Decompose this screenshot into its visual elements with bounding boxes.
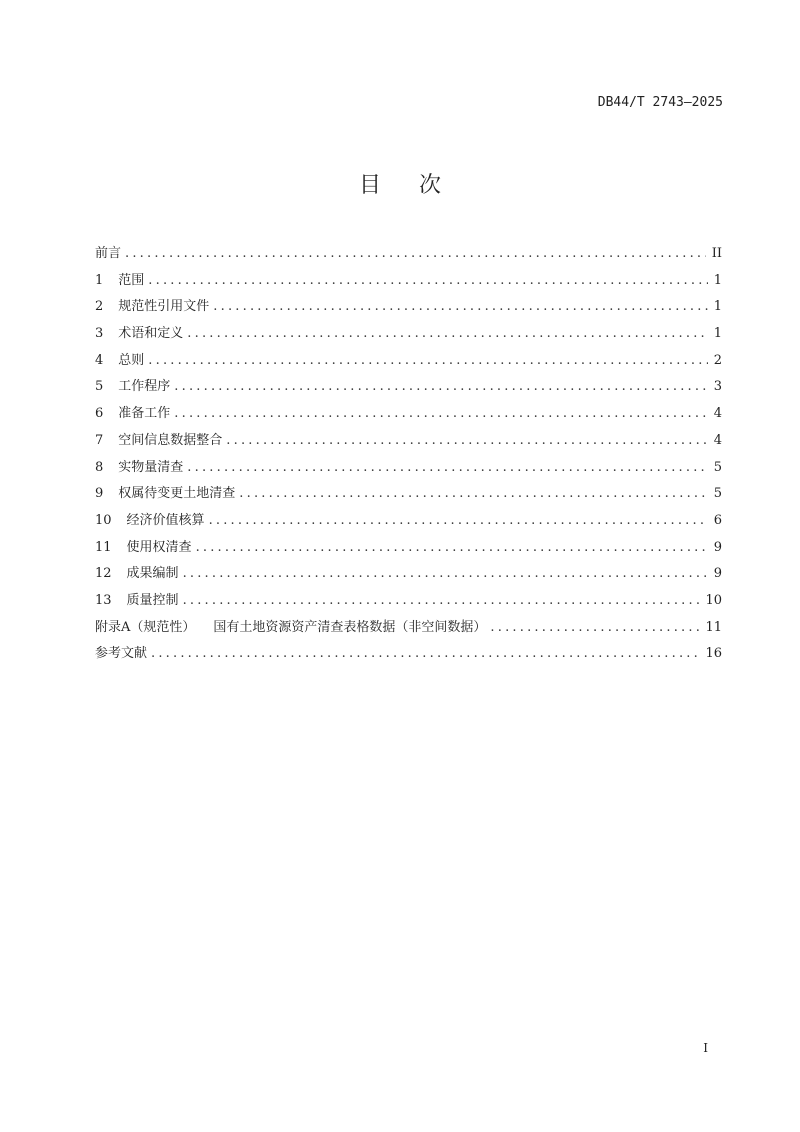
toc-entry-number: 9 (95, 486, 104, 502)
toc-entry-title: 工作程序 (118, 379, 171, 395)
dot-leader (187, 460, 707, 475)
dot-leader (183, 593, 700, 608)
toc-entry-page: 1 (713, 326, 722, 342)
footer-page-number: I (703, 1041, 708, 1055)
toc-entry-title: 空间信息数据整合 (118, 432, 223, 448)
toc-entry-page: 1 (713, 272, 722, 288)
toc-entry[interactable] (95, 616, 722, 643)
toc-entry-title: 术语和定义 (118, 326, 184, 342)
table-of-contents (95, 242, 722, 669)
toc-entry-title: 规范性引用文件 (118, 299, 210, 315)
toc-entry-number: 3 (95, 326, 104, 342)
toc-entry-number: 10 (95, 512, 112, 528)
toc-entry-page: 16 (705, 646, 722, 662)
toc-entry-page: 10 (705, 592, 722, 608)
toc-entry[interactable] (95, 375, 722, 402)
toc-entry-page: II (711, 246, 722, 261)
toc-entry-title: 参考文献 (95, 646, 148, 662)
toc-entry-number: 11 (95, 539, 112, 555)
toc-entry[interactable] (95, 429, 722, 456)
dot-leader (151, 646, 699, 661)
toc-entry-title: 权属待变更土地清查 (118, 486, 236, 502)
dot-leader (490, 620, 699, 635)
toc-entry[interactable] (95, 642, 722, 669)
dot-leader (148, 273, 707, 288)
toc-entry-title: 总则 (118, 352, 145, 368)
toc-entry[interactable] (95, 536, 722, 563)
toc-entry[interactable] (95, 269, 722, 296)
standard-code: DB44/T 2743—2025 (597, 95, 723, 110)
dot-leader (125, 246, 706, 261)
toc-entry-page: 4 (713, 406, 722, 422)
toc-entry-title: 实物量清查 (118, 459, 184, 475)
toc-entry-number: 8 (95, 459, 104, 475)
toc-entry[interactable] (95, 482, 722, 509)
toc-entry-page: 5 (713, 459, 722, 475)
dot-leader (213, 299, 707, 314)
toc-entry-page: 11 (705, 619, 722, 635)
toc-entry-title: 使用权清查 (126, 539, 192, 555)
toc-entry-number: 6 (95, 406, 104, 422)
dot-leader (183, 566, 708, 581)
dot-leader (239, 486, 707, 501)
toc-entry[interactable] (95, 295, 722, 322)
toc-entry[interactable] (95, 242, 722, 269)
toc-entry-page: 9 (713, 566, 722, 582)
toc-entry-title: 前言 (95, 246, 122, 261)
toc-entry-number: 12 (95, 566, 112, 582)
toc-entry-number: 13 (95, 592, 112, 608)
toc-entry-number: 附录A（规范性） (95, 619, 196, 635)
toc-entry[interactable] (95, 402, 722, 429)
dot-leader (209, 513, 708, 528)
toc-entry-number: 1 (95, 272, 104, 288)
toc-entry-number: 5 (95, 379, 104, 395)
toc-entry-page: 6 (713, 512, 722, 528)
toc-entry-page: 1 (713, 299, 722, 315)
dot-leader (174, 379, 707, 394)
toc-entry-page: 2 (713, 352, 722, 368)
toc-entry-number: 7 (95, 432, 104, 448)
toc-entry-title: 准备工作 (118, 406, 171, 422)
toc-entry[interactable] (95, 562, 722, 589)
toc-entry[interactable] (95, 509, 722, 536)
toc-entry[interactable] (95, 322, 722, 349)
toc-entry[interactable] (95, 589, 722, 616)
toc-entry-title: 范围 (118, 272, 145, 288)
toc-entry-page: 5 (713, 486, 722, 502)
page-title: 目次 (358, 173, 479, 198)
toc-entry-title: 经济价值核算 (126, 512, 205, 528)
toc-entry-title: 质量控制 (126, 592, 179, 608)
dot-leader (226, 433, 707, 448)
toc-entry-page: 3 (713, 379, 722, 395)
toc-entry[interactable] (95, 456, 722, 483)
dot-leader (196, 540, 708, 555)
dot-leader (174, 406, 707, 421)
dot-leader (187, 326, 707, 341)
toc-entry[interactable] (95, 349, 722, 376)
toc-entry-page: 4 (713, 432, 722, 448)
toc-entry-number: 4 (95, 352, 104, 368)
dot-leader (148, 353, 707, 368)
toc-entry-page: 9 (713, 539, 722, 555)
toc-entry-number: 2 (95, 299, 104, 315)
toc-entry-title: 国有土地资源资产清查表格数据（非空间数据） (213, 619, 487, 635)
toc-entry-title: 成果编制 (126, 566, 179, 582)
